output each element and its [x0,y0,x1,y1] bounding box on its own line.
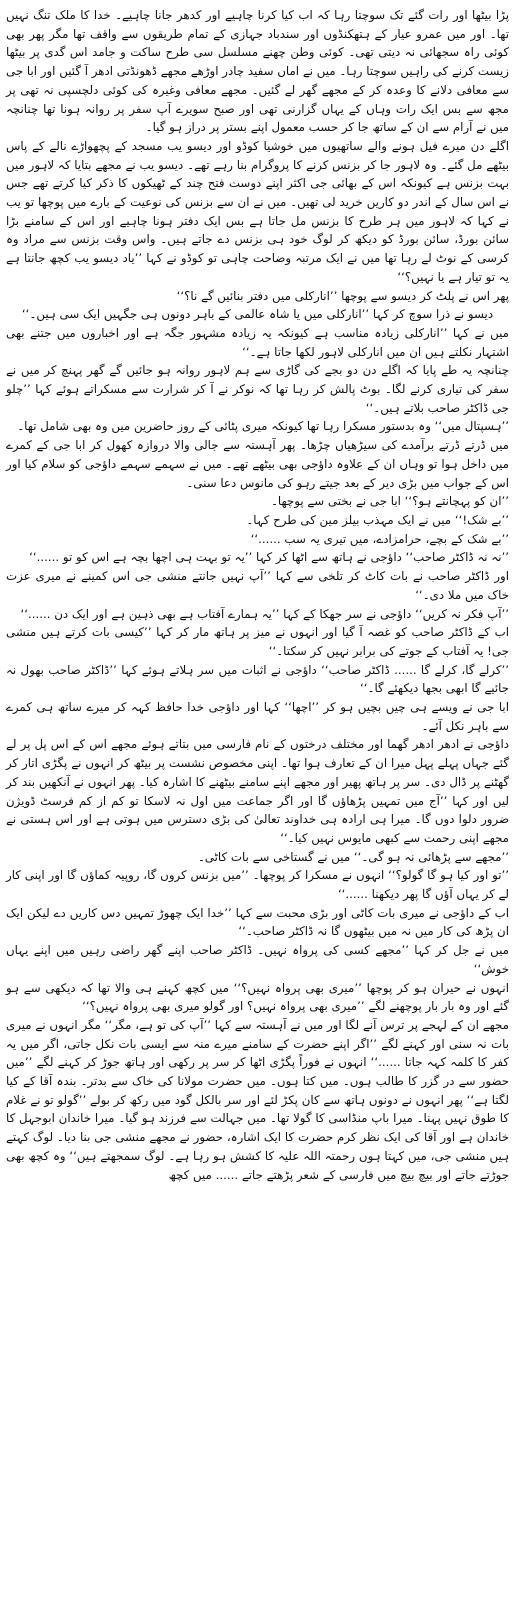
paragraph: ’’نہ نہ ڈاکٹر صاحب‘‘ داؤجی نے ہاتھ سے اٹھا کر کہا ’’یہ تو بہت ہی اچھا بچہ ہے اس کو تو ......‘‘ [29,550,509,565]
paragraph: اور ڈاکٹر صاحب نے بات کاٹ کر تلخی سے کہا ’’آپ نہیں جانتے منشی جی اس کمینے نے میری عزت خاک میں ملا دی۔‘‘ [6,569,509,602]
paragraph: انہوں نے حیران ہو کر پوچھا ’’میری بھی پرواہ نہیں؟‘‘ میں کچھ کہنے ہی والا تھا کہ دیکھی سے ہو گئے اور وہ بار بار پوچھنے لگے ’’میری بھی پرواہ نہیں؟ اور گولو میری بھی پرواہ نہیں؟‘‘ [6,980,509,1014]
paragraph: ’’بے شک!‘‘ میں نے ایک مہذب بیلز مین کی طرح کہا۔ [246,512,509,527]
paragraph: اب کے ڈاکٹر صاحب کو غصہ آ گیا اور انہوں نے میز پر ہاتھ مار کر کہا ’’کیسی بات کرتے ہیں منشی جی! یہ آفتاب کے جوتے کی برابر نہیں کر سکتا۔‘‘ [6,625,509,658]
paragraph: ’’کرلے گا، کرلے گا ...... ڈاکٹر صاحب‘‘ داؤجی نے اثبات میں سر ہلاتے ہوئے کہا ’’ڈاکٹر صاحب بھول نہ جائیے گا ابھی بجھا دیکھئے گا۔‘‘ [6,662,509,696]
paragraph: ’’مجھے سے پڑھائی نہ ہو گی۔‘‘ میں نے گستاخی سے بات کاٹی۔ [197,849,509,864]
paragraph: ’’آپ فکر نہ کریں‘‘ داؤجی نے سر جھکا کے کہا ’’یہ ہمارے آفتاب ہے بھی ذہین ہے اور ایک دن ......‘‘ [20,606,509,621]
paragraph: چنانچہ یہ طے پایا کہ اگلے دن دو بجے کی گاڑی سے ہم لاہور روانہ ہو جائیں گے گھر پہنچ کر میں نے سفر کی تیاری کرنے لگا۔ بوٹ پالش کر رہا تھا کہ نوکر نے آ کر شرارت سے مسکراتے ہوئے کہا ’’چلو جی ڈاکٹر صاحب بلاتے ہیں۔‘‘ [6,363,509,415]
paragraph: میں ڈرتے ڈرتے برآمدے کی سیڑھیاں چڑھا۔ پھر آہستہ سے جالی والا دروازہ کھول کر ابا جی کے کمرے میں داخل ہوا تو وہاں ان کے علاوہ داؤجی بھی بیٹھے تھے۔ میں نے سہمے سہمے داؤجی کو سلام کیا اور اس کے جواب میں بڑی دیر کے بعد جیتے رہو کی مانوس دعا سنی۔ [6,438,509,490]
paragraph: اب کے داؤجی نے میری بات کاٹی اور بڑی محبت سے کہا ’’خدا ایک چھوڑ تمہیں دس کاریں دے لیکن ایک ان پڑھ کی کار میں نہ میں بیٹھوں گا نہ ڈاکٹر صاحب۔‘‘ [6,905,509,939]
paragraph: پڑا بیٹھا اور رات گئے تک سوچتا رہا کہ اب کیا کرنا چاہیے اور کدھر جانا چاہیے۔ خدا کا ملک تنگ نہیں تھا۔ اور میں عمرو عیار کے ہتھکنڈوں اور سندباد جہازی کے تمام طریقوں سے واقف تھا مگر پھر بھی کوئی راہ سجھائی نہ دیتی تھی۔ کوئی وطن چھنے مسلسل سی طرح ساکت و جامد اس گدی پر بیٹھا زیست کرنے کی راہیں سوچتا رہا۔ میں نے اماں سفید چادر اوڑھے مجھے ڈھونڈتی ادھر آ گئیں اور ابا جی سے معافی دلانے کا وعدہ کر کے مجھے گھر لے گئیں۔ مجھے معافی وغیرہ کی کوئی دلچسپی نہ تھی پر مجھ سے بس ایک رات وہاں کے یہاں گزارنی تھی اور صبح سویرے آپ سفر پر روانہ ہونا تھا چنانچہ میں نے آرام سے ان کے ساتھ جا کر حسب معمول اپنے بستر پر دراز ہو گیا۔ [6,8,509,135]
paragraph: میں نے جل کر کہا ’’مجھے کسی کی پرواہ نہیں۔ ڈاکٹر صاحب اپنے گھر راضی رہیں میں اپنے یہاں خوش‘‘ [6,943,509,976]
paragraph: مجھے ان کے لہجے پر ترس آنے لگا اور میں نے آہستہ سے کہا ’’آپ کی تو ہے، مگر‘‘ مگر انہوں نے میری بات نہ سنی اور کہنے لگے ’’اگر اپنے حضرت کے سامنے میرے منہ سے ایسی بات نکل جاتی، اگر میں یہ کفر کا کلمہ کہہ جاتا ......‘‘ انہوں نے فوراً پگڑی اٹھا کر سر پر رکھی اور ہاتھ جوڑ کر کہنے لگے ’’میں حضور سے در گزر کا طالب ہوں۔ میں کتا ہوں۔ میں حضرت مولانا کی خاک سے بدتر۔ بندہ آقا کے کیا لگتا ہے‘‘ پھر انہوں نے دونوں ہاتھ سے کان پکڑ لئے اور سر بالکل گود میں رکھ کر بولے ’’گولو تو نے غلام کا طوق نہیں پہنا۔ میرا باپ منڈاسی کا گولا تھا۔ میں جہالت سے فرزند ہو گیا۔ میرا خاندان ابوجہل کا خاندان ہے اور آقا کی ایک نظر کرم حضرت کا ایک اشارہ، حضور نے مجھے منشی جی بنا دیا۔ لوگ کہتے ہیں منشی جی، میں کہتا ہوں رحمتہ اللہ علیہ کا کشش ہو رہا ہے۔ لوگ سمجھتے ہیں‘‘ وہ کچھ بھی جوڑتے جاتے اور بیچ بیچ میں فارسی کے شعر پڑھتے جاتے ...... میں کچھ [6,1017,509,1182]
paragraph: ابا جی نے ویسے ہی چیں بچیں ہو کر ’’اچھا‘‘ کہا اور داؤجی خدا حافظ کہہ کر میرے ساتھ ہی کمرے سے باہر نکل آئے۔ [6,700,509,733]
paragraph: ’’ہسپتال میں‘‘ وہ بدستور مسکرا رہا تھا کیونکہ میری پٹائی کے روز حاضرین میں وہ بھی شامل تھا۔ [17,419,509,434]
paragraph: ’’بے شک کے بچے، حرامزادے، میں تیری یہ سب ......‘‘ [250,531,509,546]
paragraph: میں نے کہا ’’انارکلی زیادہ مناسب ہے کیونکہ یہ زیادہ مشہور جگہ ہے اور اخباروں میں جتنے بھی اشتہار نکلتے ہیں ان میں انارکلی لاہور لکھا جاتا ہے۔‘‘ [6,325,509,359]
page-text [6,6,509,1184]
paragraph: ’’تو اور کیا ہو گا گولو؟‘‘ انہوں نے مسکرا کر پوچھا۔ ’’میں بزنس کروں گا، روپیہ کماؤں گا اور اپنی کار لے کر یہاں آؤں گا پھر دیکھنا ......‘‘ [6,868,509,902]
paragraph: دیسو نے ذرا سوچ کر کہا ’’انارکلی میں یا شاہ عالمی کے باہر دونوں ہی جگہیں ایک سی ہیں۔‘‘ [21,307,494,322]
paragraph: ’’ان کو پہچانتے ہو؟‘‘ ابا جی نے بختی سے پوچھا۔ [270,494,509,509]
paragraph: داؤجی نے ادھر ادھر گھما اور مختلف درختوں کے نام فارسی میں بتاتے ہوئے مجھے اس کے اس پل پر لے گئے جہاں پہلے پہل میرا ان کے تعارف ہوا تھا۔ اپنی مخصوص نشست پر بیٹھ کر انہوں نے پگڑی اتار کر گھٹنے پر ڈال دی۔ سر پر ہاتھ پھیر اور مجھے اپنے سامنے بیٹھنے کا اشارہ کیا۔ پھر انہوں نے آنکھیں بند کر لیں اور کہا ’’آج میں تمہیں پڑھاؤں گا اور اگر جماعت میں اول نہ لاسکا تو کم از کم فرسٹ ڈویژن ضرور دلوا دوں گا۔ میرا ہی ارادہ ہی خداوند تعالیٰ کی بڑی دسترس میں ہوتی ہے اور اس ہستی نے مجھے اپنی رحمت سے کبھی مایوس نہیں کیا۔‘‘ [6,737,509,845]
paragraph: اگلے دن میرے فیل ہونے والے ساتھیوں میں خوشیا کوڈو اور دیسو یب مسجد کے پچھواڑے نالے کے پاس بیٹھے مل گئے۔ وہ لاہور جا کر بزنس کرنے کا پروگرام بنا رہے تھے۔ دیسو یب نے مجھے بتایا کہ لاہور میں بہت بزنس ہے کیونکہ اس کے بھائی جی اکثر اپنے دوست فتح چند کے ٹھیکوں کا ذکر کیا کرتے تھے جس نے اس سال کے اندر دو کاریں خرید لی تھیں۔ میں نے ان سے بزنس کی نوعیت کے بارے میں پوچھا تو یب نے کہا کہ لاہور میں ہر طرح کا بزنس مل جاتا ہے بس ایک دفتر ہونا چاہیے اور اس کے سامنے بڑا سائن بورڈ، سائن بورڈ کو دیکھ کر لوگ خود ہی بزنس دے جاتے ہیں۔ واس وقت بزنس سے مراد وہ کرسی کے نوٹ لے رہا تھا میں نے ایک مرتبہ وضاحت چاہی تو کوڈو نے کہا ’’یاد دیسو یب کچھ جانتا ہے یہ تو تیار ہے یا نہیں؟‘‘ [6,138,509,284]
paragraph: پھر اس نے پلٹ کر دیسو سے پوچھا ’’انارکلی میں دفتر بنائیں گے نا؟‘‘ [176,288,509,303]
